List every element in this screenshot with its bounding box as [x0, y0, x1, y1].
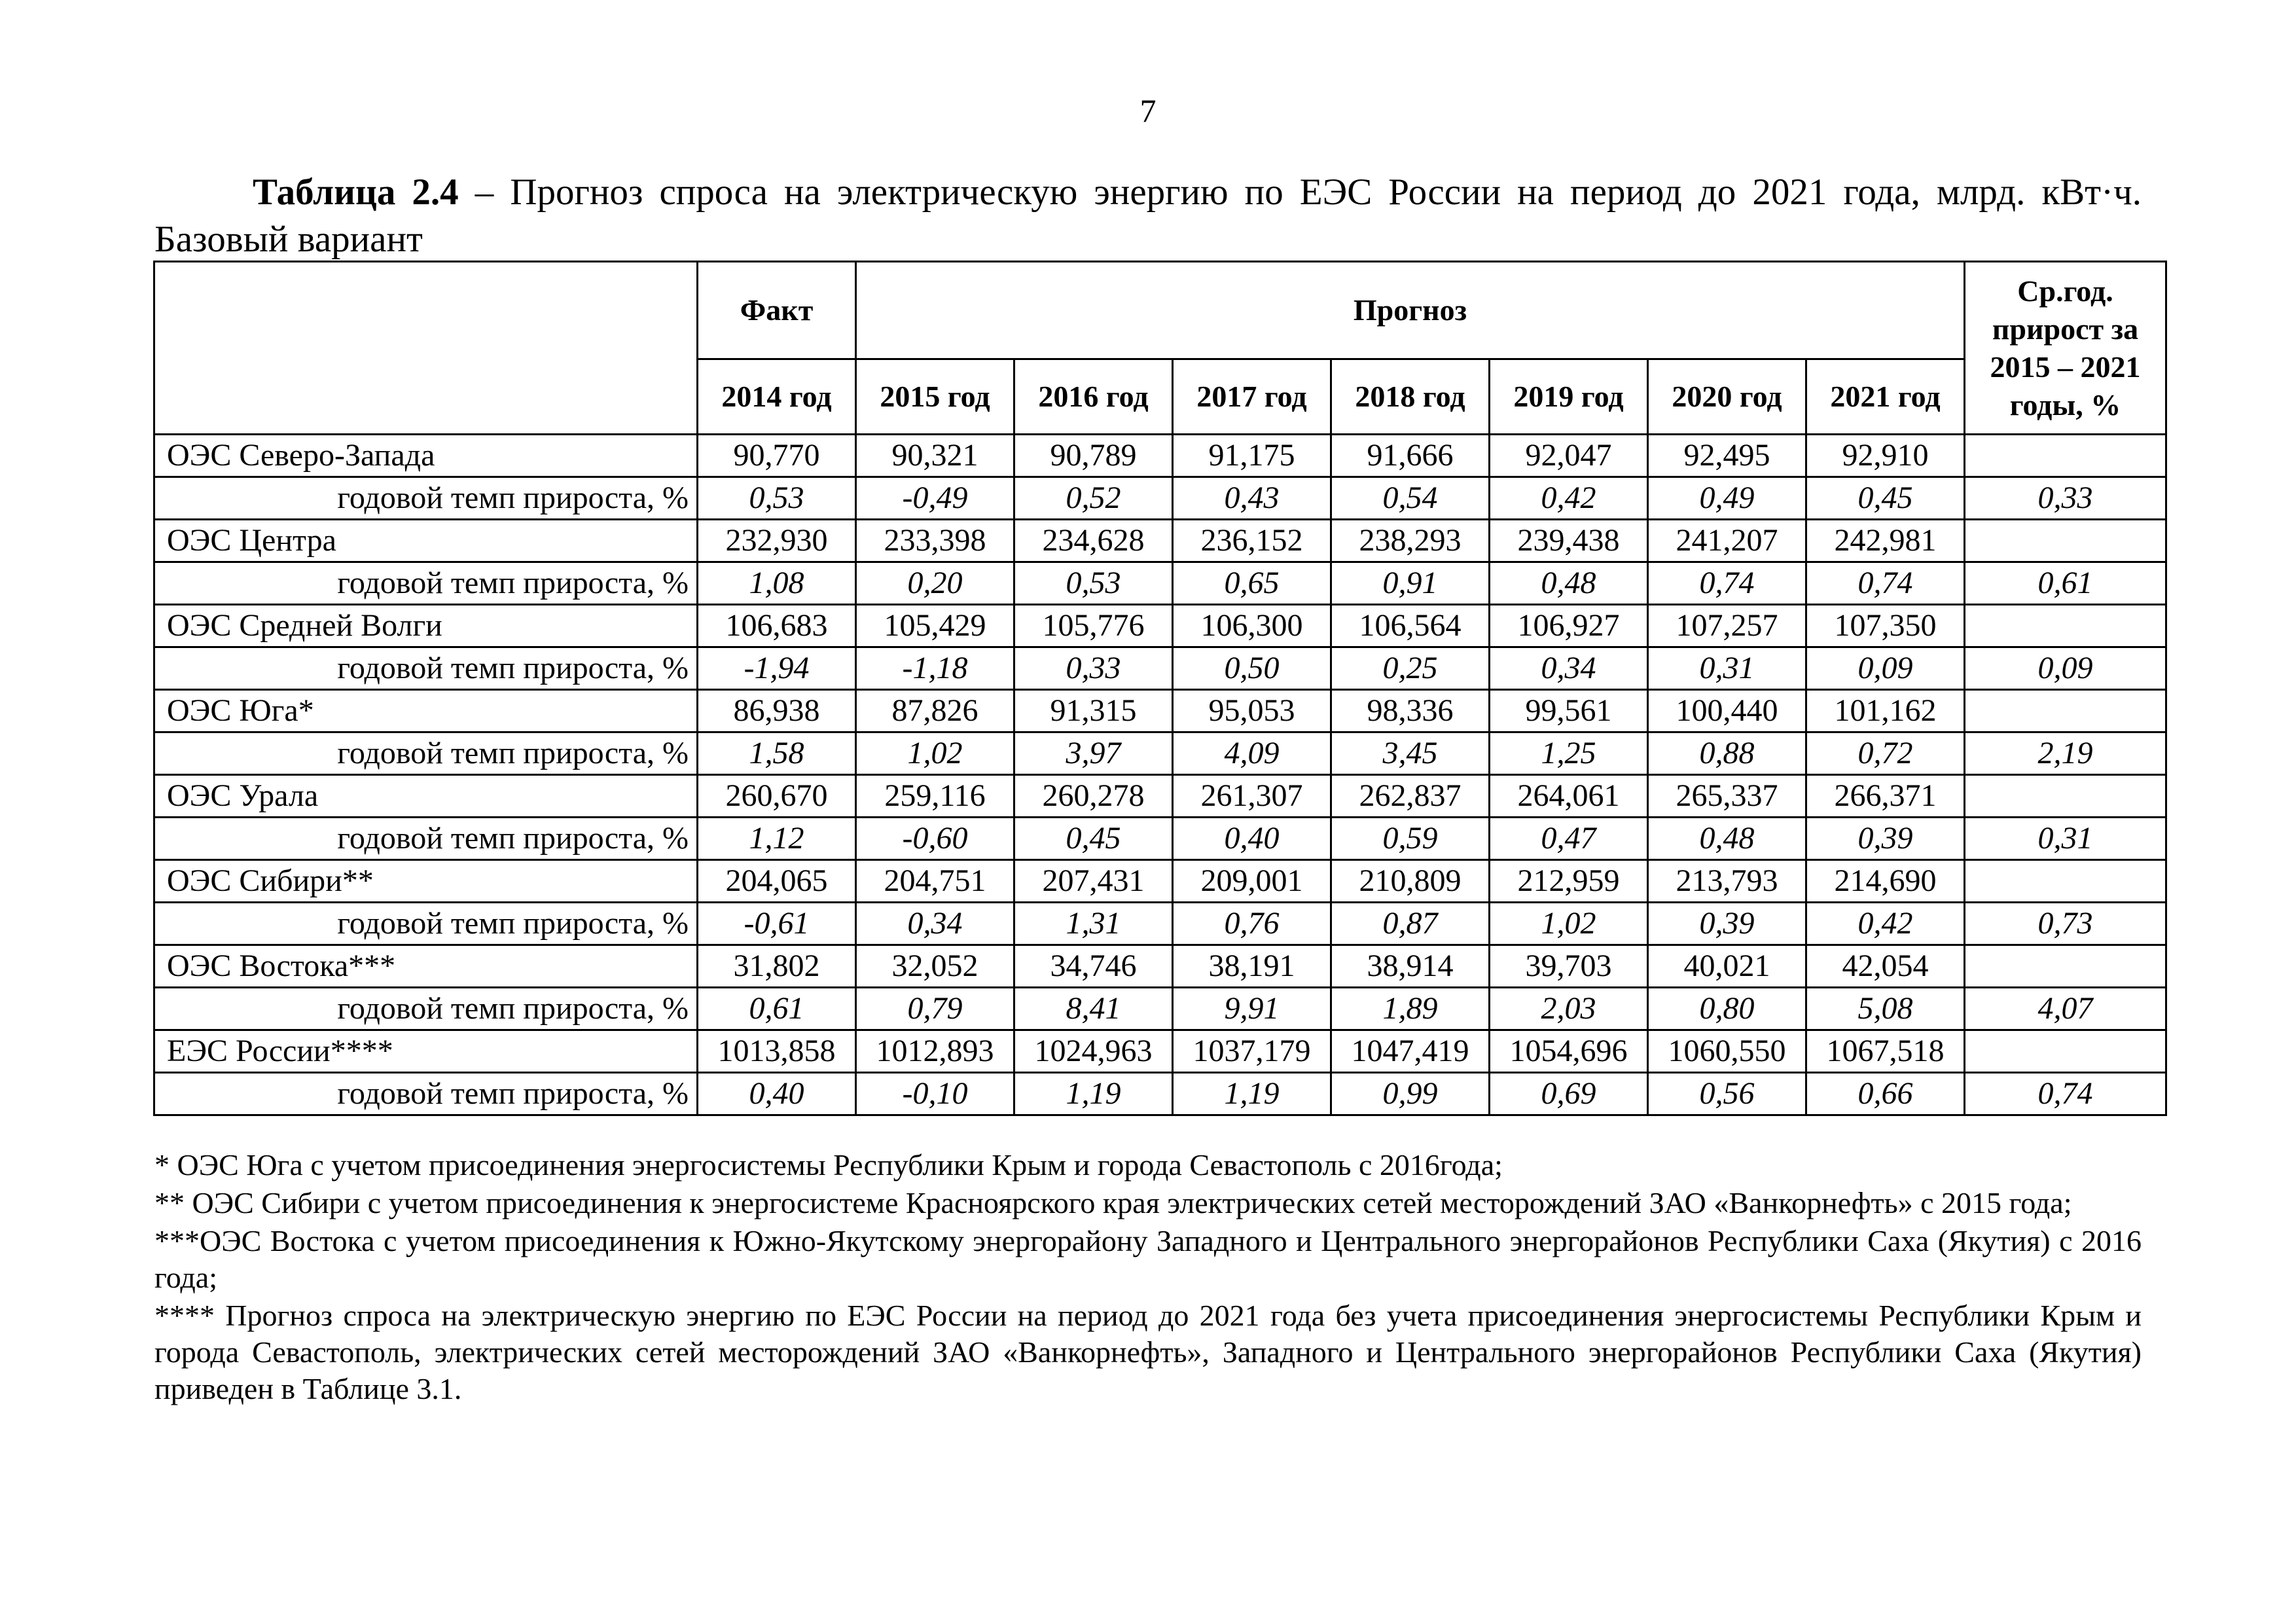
table-row — [154, 818, 2166, 860]
value-cell: 34,746 — [1014, 945, 1173, 988]
value-cell: 86,938 — [698, 690, 856, 732]
rate-cell: 1,02 — [856, 732, 1014, 775]
region-name: ОЭС Востока*** — [154, 945, 698, 988]
table-row — [154, 945, 2166, 988]
header-year: 2018 год — [1331, 359, 1490, 435]
value-cell: 259,116 — [856, 775, 1014, 818]
value-cell: 1012,893 — [856, 1030, 1014, 1073]
value-cell: 241,207 — [1648, 520, 1806, 562]
empty-cell — [1965, 520, 2166, 562]
rate-cell: 0,50 — [1173, 647, 1331, 690]
header-year: 2016 год — [1014, 359, 1173, 435]
rate-cell: 0,34 — [1490, 647, 1648, 690]
rate-cell: 4,09 — [1173, 732, 1331, 775]
value-cell: 107,257 — [1648, 605, 1806, 647]
value-cell: 262,837 — [1331, 775, 1490, 818]
avg-growth-cell: 2,19 — [1965, 732, 2166, 775]
avg-growth-cell: 0,74 — [1965, 1073, 2166, 1115]
value-cell: 105,776 — [1014, 605, 1173, 647]
table-row — [154, 690, 2166, 732]
rate-cell: 0,20 — [856, 562, 1014, 605]
avg-growth-cell: 4,07 — [1965, 988, 2166, 1030]
rate-cell: 3,45 — [1331, 732, 1490, 775]
table-header-row — [154, 262, 2166, 359]
footnote: * ОЭС Юга с учетом присоединения энергосистемы Республики Крым и города Севастополь с 2016года; — [154, 1148, 1503, 1182]
value-cell: 91,315 — [1014, 690, 1173, 732]
value-cell: 239,438 — [1490, 520, 1648, 562]
growth-rate-label: годовой темп прироста, % — [154, 732, 698, 775]
value-cell: 242,981 — [1806, 520, 1965, 562]
value-cell: 236,152 — [1173, 520, 1331, 562]
rate-cell: 0,66 — [1806, 1073, 1965, 1115]
value-cell: 98,336 — [1331, 690, 1490, 732]
header-year: 2020 год — [1648, 359, 1806, 435]
value-cell: 91,666 — [1331, 435, 1490, 477]
rate-cell: 9,91 — [1173, 988, 1331, 1030]
growth-rate-label: годовой темп прироста, % — [154, 477, 698, 520]
region-name: ОЭС Центра — [154, 520, 698, 562]
avg-growth-cell: 0,73 — [1965, 903, 2166, 945]
footnote: ***ОЭС Востока с учетом присоединения к Южно-Якутскому энергорайону Западного и Центрального энергорайонов Республики Саха (Якутия) с 2016 года; — [154, 1224, 2142, 1294]
header-year: 2021 год — [1806, 359, 1965, 435]
rate-cell: 0,76 — [1173, 903, 1331, 945]
value-cell: 92,495 — [1648, 435, 1806, 477]
header-year: 2015 год — [856, 359, 1014, 435]
table-row — [154, 605, 2166, 647]
avg-growth-cell: 0,31 — [1965, 818, 2166, 860]
value-cell: 90,789 — [1014, 435, 1173, 477]
table-row — [154, 1073, 2166, 1115]
value-cell: 260,278 — [1014, 775, 1173, 818]
value-cell: 92,047 — [1490, 435, 1648, 477]
growth-rate-label: годовой темп прироста, % — [154, 1073, 698, 1115]
rate-cell: 0,74 — [1806, 562, 1965, 605]
value-cell: 266,371 — [1806, 775, 1965, 818]
region-name: ОЭС Северо-Запада — [154, 435, 698, 477]
table-row — [154, 477, 2166, 520]
rate-cell: 1,25 — [1490, 732, 1648, 775]
value-cell: 39,703 — [1490, 945, 1648, 988]
rate-cell: 0,74 — [1648, 562, 1806, 605]
rate-cell: -0,10 — [856, 1073, 1014, 1115]
value-cell: 99,561 — [1490, 690, 1648, 732]
rate-cell: 1,02 — [1490, 903, 1648, 945]
growth-rate-label: годовой темп прироста, % — [154, 903, 698, 945]
rate-cell: 0,25 — [1331, 647, 1490, 690]
rate-cell: 0,40 — [698, 1073, 856, 1115]
value-cell: 87,826 — [856, 690, 1014, 732]
value-cell: 1054,696 — [1490, 1030, 1648, 1073]
rate-cell: 0,79 — [856, 988, 1014, 1030]
rate-cell: 0,47 — [1490, 818, 1648, 860]
value-cell: 100,440 — [1648, 690, 1806, 732]
region-name: ОЭС Сибири** — [154, 860, 698, 903]
rate-cell: 0,09 — [1806, 647, 1965, 690]
value-cell: 106,927 — [1490, 605, 1648, 647]
region-name: ОЭС Урала — [154, 775, 698, 818]
rate-cell: 0,65 — [1173, 562, 1331, 605]
table-row — [154, 988, 2166, 1030]
value-cell: 1060,550 — [1648, 1030, 1806, 1073]
rate-cell: 0,42 — [1490, 477, 1648, 520]
rate-cell: 0,88 — [1648, 732, 1806, 775]
rate-cell: 1,31 — [1014, 903, 1173, 945]
table-row — [154, 562, 2166, 605]
value-cell: 1024,963 — [1014, 1030, 1173, 1073]
value-cell: 106,564 — [1331, 605, 1490, 647]
rate-cell: 0,56 — [1648, 1073, 1806, 1115]
value-cell: 207,431 — [1014, 860, 1173, 903]
avg-growth-cell: 0,61 — [1965, 562, 2166, 605]
value-cell: 32,052 — [856, 945, 1014, 988]
rate-cell: 0,80 — [1648, 988, 1806, 1030]
rate-cell: 0,53 — [698, 477, 856, 520]
rate-cell: 1,89 — [1331, 988, 1490, 1030]
value-cell: 265,337 — [1648, 775, 1806, 818]
value-cell: 1037,179 — [1173, 1030, 1331, 1073]
growth-rate-label: годовой темп прироста, % — [154, 647, 698, 690]
header-year: 2014 год — [698, 359, 856, 435]
rate-cell: 0,42 — [1806, 903, 1965, 945]
value-cell: 213,793 — [1648, 860, 1806, 903]
value-cell: 264,061 — [1490, 775, 1648, 818]
value-cell: 209,001 — [1173, 860, 1331, 903]
value-cell: 204,065 — [698, 860, 856, 903]
value-cell: 214,690 — [1806, 860, 1965, 903]
rate-cell: 1,58 — [698, 732, 856, 775]
empty-cell — [1965, 435, 2166, 477]
rate-cell: 0,52 — [1014, 477, 1173, 520]
value-cell: 92,910 — [1806, 435, 1965, 477]
value-cell: 90,321 — [856, 435, 1014, 477]
rate-cell: 0,48 — [1490, 562, 1648, 605]
table-row — [154, 1030, 2166, 1073]
rate-cell: 0,45 — [1806, 477, 1965, 520]
table-row — [154, 520, 2166, 562]
value-cell: 1067,518 — [1806, 1030, 1965, 1073]
region-name: ОЭС Юга* — [154, 690, 698, 732]
rate-cell: 0,54 — [1331, 477, 1490, 520]
value-cell: 1013,858 — [698, 1030, 856, 1073]
region-name: ОЭС Средней Волги — [154, 605, 698, 647]
table-row — [154, 435, 2166, 477]
rate-cell: 0,87 — [1331, 903, 1490, 945]
rate-cell: 0,61 — [698, 988, 856, 1030]
table-body — [154, 435, 2166, 1115]
value-cell: 95,053 — [1173, 690, 1331, 732]
rate-cell: 0,59 — [1331, 818, 1490, 860]
header-empty-cell — [154, 262, 698, 435]
value-cell: 91,175 — [1173, 435, 1331, 477]
value-cell: 31,802 — [698, 945, 856, 988]
rate-cell: 0,43 — [1173, 477, 1331, 520]
value-cell: 261,307 — [1173, 775, 1331, 818]
rate-cell: 3,97 — [1014, 732, 1173, 775]
growth-rate-label: годовой темп прироста, % — [154, 988, 698, 1030]
header-fact: Факт — [698, 262, 856, 359]
rate-cell: -1,94 — [698, 647, 856, 690]
rate-cell: 2,03 — [1490, 988, 1648, 1030]
empty-cell — [1965, 690, 2166, 732]
value-cell: 40,021 — [1648, 945, 1806, 988]
rate-cell: 0,99 — [1331, 1073, 1490, 1115]
rate-cell: 0,33 — [1014, 647, 1173, 690]
footnote: **** Прогноз спроса на электрическую энергию по ЕЭС России на период до 2021 года без учета присоединения энергосистемы Республики Крым и города Севастополь, электрических сетей месторождений ЗАО «Ванкорнефть», Западного и Центрального энергорайонов Республики Саха (Якутия) приведен в Таблице 3.1. — [154, 1299, 2142, 1405]
rate-cell: 0,39 — [1648, 903, 1806, 945]
rate-cell: -0,49 — [856, 477, 1014, 520]
rate-cell: 1,12 — [698, 818, 856, 860]
value-cell: 105,429 — [856, 605, 1014, 647]
value-cell: 42,054 — [1806, 945, 1965, 988]
rate-cell: 5,08 — [1806, 988, 1965, 1030]
header-year: 2017 год — [1173, 359, 1331, 435]
value-cell: 204,751 — [856, 860, 1014, 903]
page-number: 7 — [1139, 92, 1157, 129]
header-forecast: Прогноз — [856, 262, 1965, 359]
value-cell: 38,914 — [1331, 945, 1490, 988]
region-name: ЕЭС России**** — [154, 1030, 698, 1073]
table-row — [154, 732, 2166, 775]
rate-cell: 0,53 — [1014, 562, 1173, 605]
value-cell: 101,162 — [1806, 690, 1965, 732]
value-cell: 106,300 — [1173, 605, 1331, 647]
rate-cell: 0,34 — [856, 903, 1014, 945]
value-cell: 260,670 — [698, 775, 856, 818]
table-row — [154, 775, 2166, 818]
rate-cell: -1,18 — [856, 647, 1014, 690]
header-avg-growth: Ср.год. прирост за 2015 – 2021 годы, % — [1965, 262, 2166, 435]
value-cell: 238,293 — [1331, 520, 1490, 562]
rate-cell: -0,60 — [856, 818, 1014, 860]
footnotes — [154, 1147, 2142, 1409]
table-caption-label: Таблица 2.4 — [253, 171, 459, 213]
value-cell: 90,770 — [698, 435, 856, 477]
growth-rate-label: годовой темп прироста, % — [154, 818, 698, 860]
table-caption-text: – Прогноз спроса на электрическую энергию по ЕЭС России на период до 2021 года, млрд. кВт·ч. Базовый вариант — [154, 171, 2142, 260]
table-row — [154, 903, 2166, 945]
avg-growth-cell: 0,09 — [1965, 647, 2166, 690]
empty-cell — [1965, 605, 2166, 647]
value-cell: 234,628 — [1014, 520, 1173, 562]
empty-cell — [1965, 945, 2166, 988]
footnote: ** ОЭС Сибири с учетом присоединения к энергосистеме Красноярского края электрических сетей месторождений ЗАО «Ванкорнефть» с 2015 года; — [154, 1186, 2072, 1219]
rate-cell: -0,61 — [698, 903, 856, 945]
value-cell: 107,350 — [1806, 605, 1965, 647]
empty-cell — [1965, 1030, 2166, 1073]
value-cell: 38,191 — [1173, 945, 1331, 988]
value-cell: 232,930 — [698, 520, 856, 562]
rate-cell: 0,39 — [1806, 818, 1965, 860]
avg-growth-cell: 0,33 — [1965, 477, 2166, 520]
empty-cell — [1965, 775, 2166, 818]
table-row — [154, 647, 2166, 690]
rate-cell: 0,72 — [1806, 732, 1965, 775]
rate-cell: 1,19 — [1173, 1073, 1331, 1115]
value-cell: 210,809 — [1331, 860, 1490, 903]
forecast-table — [153, 261, 2167, 1116]
rate-cell: 0,40 — [1173, 818, 1331, 860]
rate-cell: 8,41 — [1014, 988, 1173, 1030]
empty-cell — [1965, 860, 2166, 903]
rate-cell: 0,49 — [1648, 477, 1806, 520]
rate-cell: 0,91 — [1331, 562, 1490, 605]
rate-cell: 0,69 — [1490, 1073, 1648, 1115]
table-row — [154, 860, 2166, 903]
value-cell: 233,398 — [856, 520, 1014, 562]
rate-cell: 0,31 — [1648, 647, 1806, 690]
rate-cell: 1,19 — [1014, 1073, 1173, 1115]
rate-cell: 1,08 — [698, 562, 856, 605]
value-cell: 106,683 — [698, 605, 856, 647]
header-year: 2019 год — [1490, 359, 1648, 435]
value-cell: 212,959 — [1490, 860, 1648, 903]
growth-rate-label: годовой темп прироста, % — [154, 562, 698, 605]
rate-cell: 0,48 — [1648, 818, 1806, 860]
rate-cell: 0,45 — [1014, 818, 1173, 860]
table-caption — [154, 169, 2142, 263]
value-cell: 1047,419 — [1331, 1030, 1490, 1073]
